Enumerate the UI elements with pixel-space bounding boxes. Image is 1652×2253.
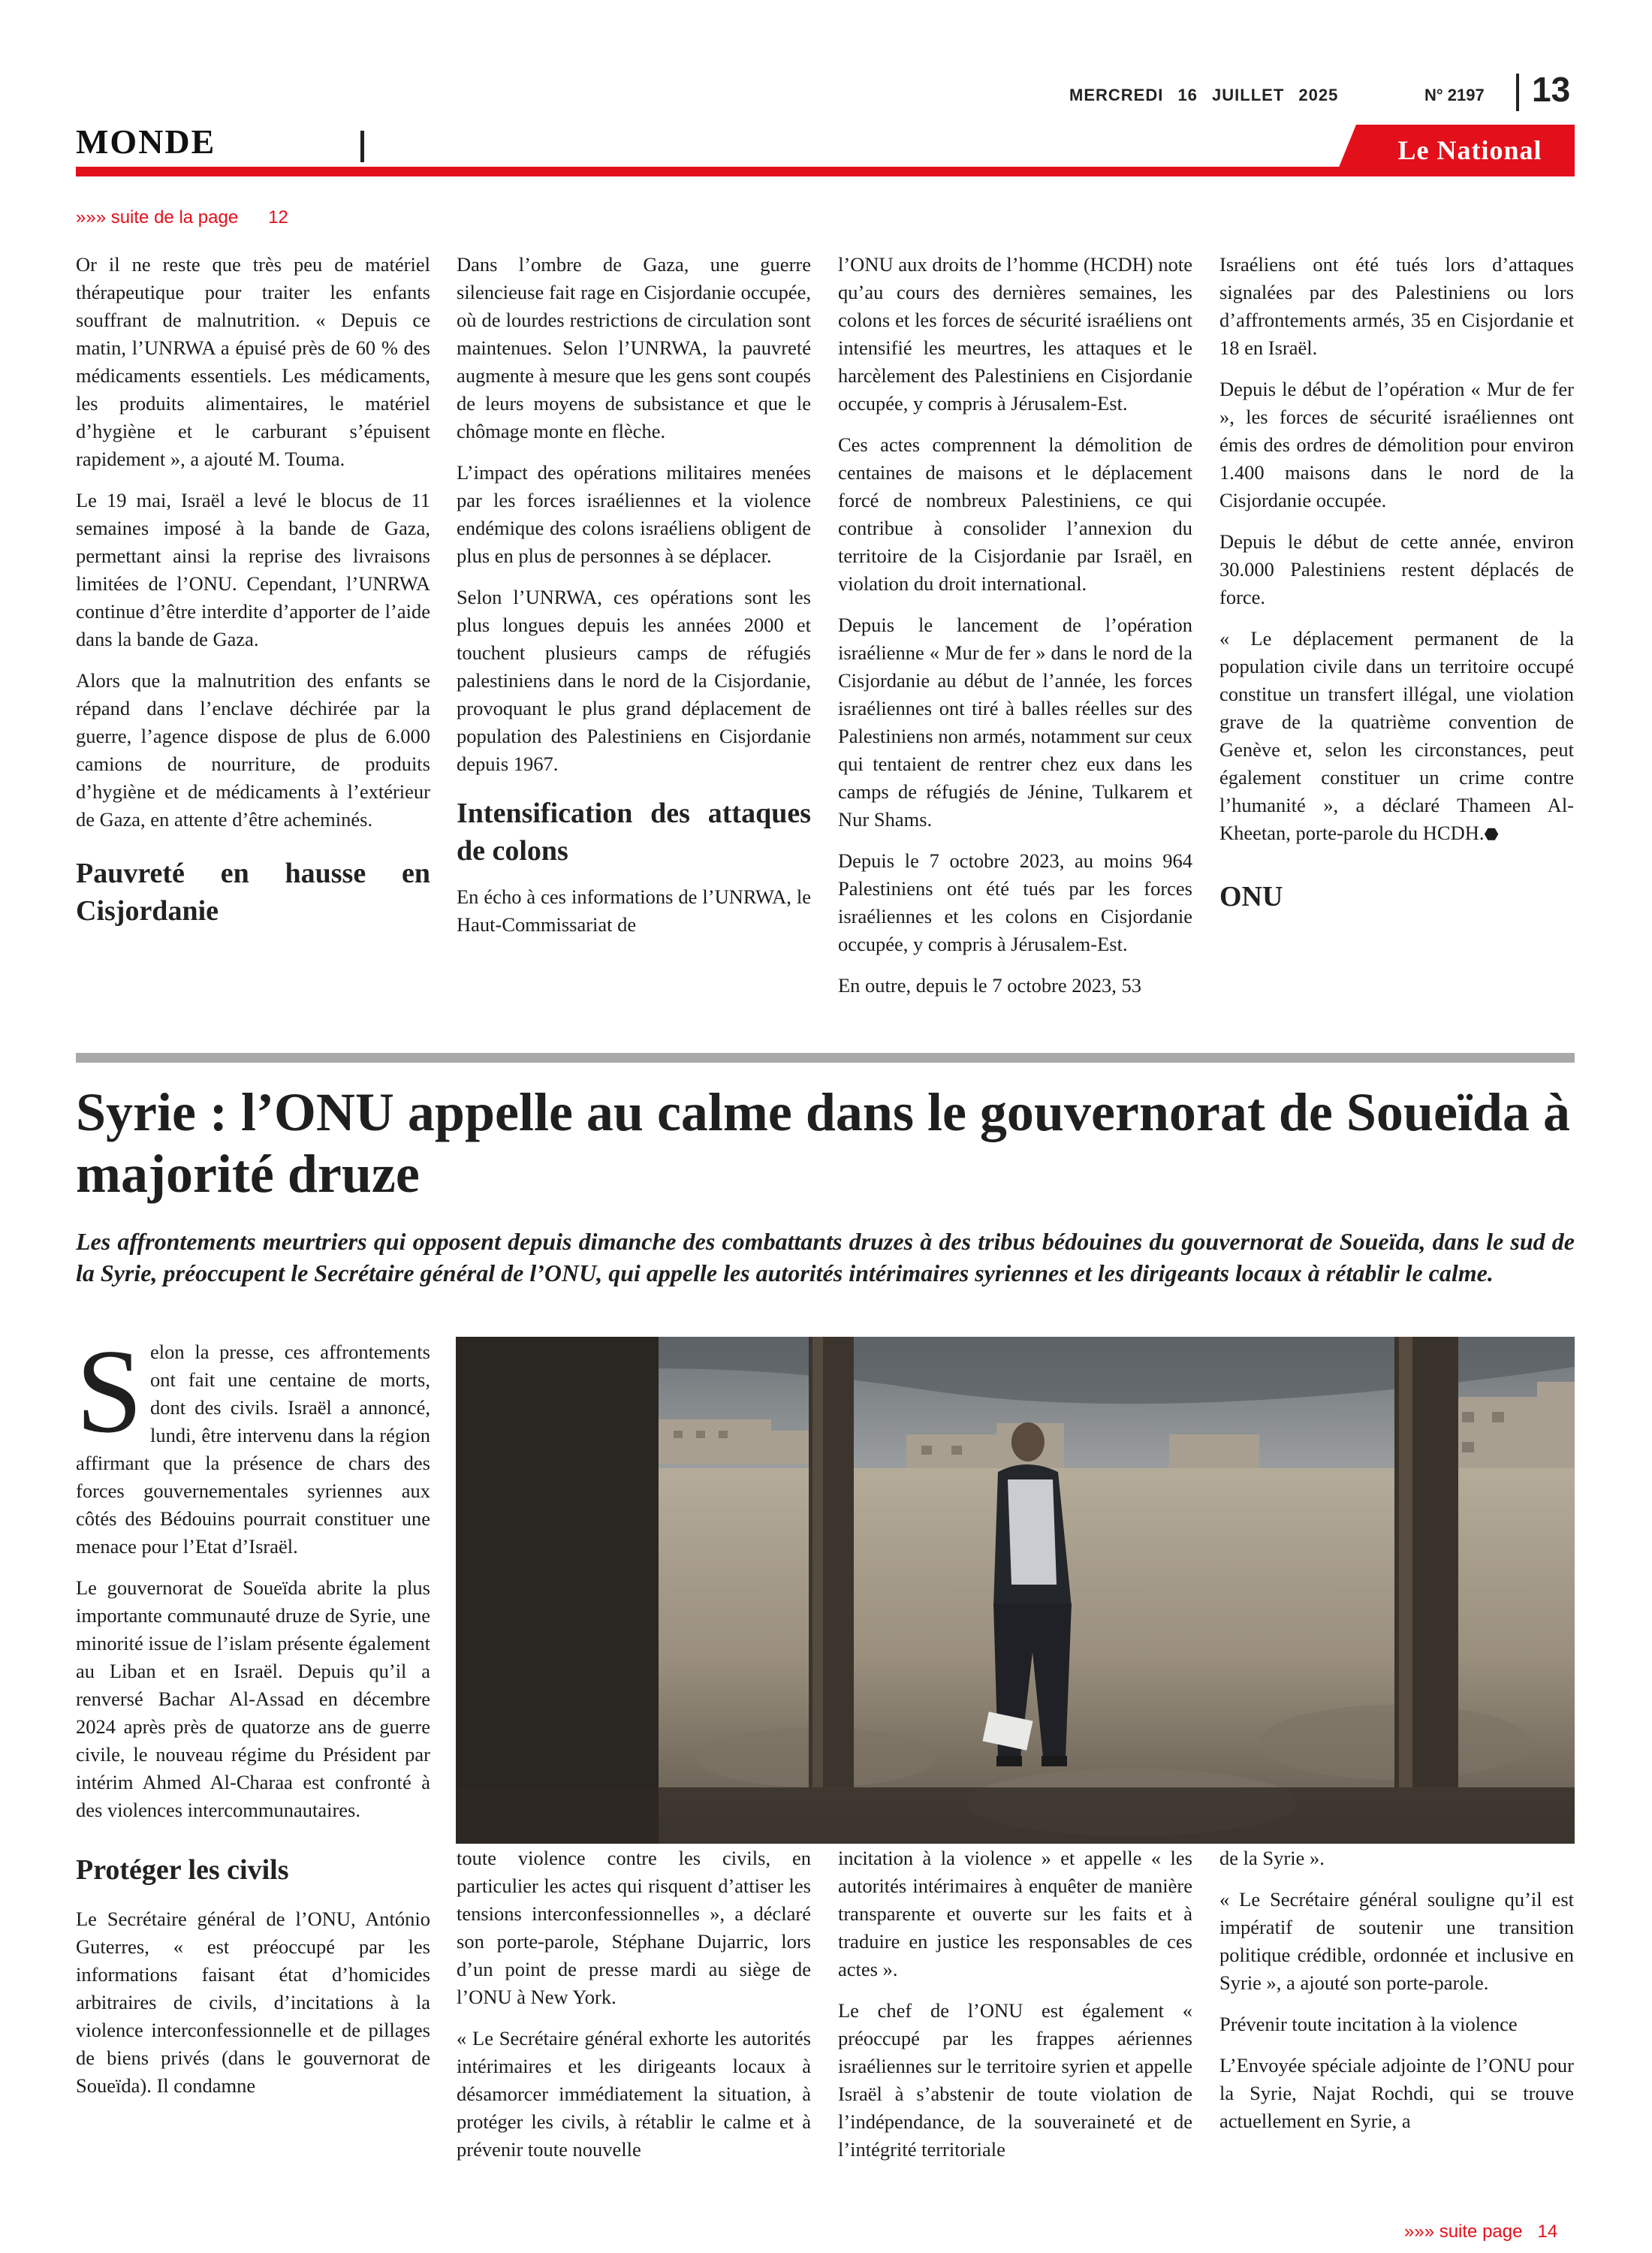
- paragraph-text: « Le déplacement permanent de la population civile dans un territoire occupé constitue un transfert illégal, une violation grave de la quatrième convention de Genève et, selon les circonstances, peut également constituer un crime contre l’humanité », a déclaré Thameen Al-Kheetan, porte-parole du HCDH.: [1219, 627, 1574, 844]
- end-mark-icon: ⬣: [1484, 825, 1499, 843]
- continued-from: [76, 207, 288, 228]
- top-article-column-4: [1219, 251, 1574, 915]
- paragraph: incitation à la violence » et appelle « les autorités intérimaires à enquêter de manière transparente et ouverte sur les faits et à traduire en justice les responsables de ces actes ».: [838, 1847, 1192, 1980]
- main-article-column-4: [1219, 1844, 1574, 2149]
- continued-label: »»» suite page: [1404, 2221, 1523, 2242]
- paragraph: Depuis le 7 octobre 2023, au moins 964 Palestiniens ont été tués par les forces israéliennes et les colons en Cisjordanie occupée, y compris à Jérusalem-Est.: [838, 849, 1192, 955]
- brand-logo: Le National: [1397, 135, 1542, 165]
- issue-date: MERCREDI 16 JUILLET 2025: [1069, 86, 1339, 104]
- paragraph: L’Envoyée spéciale adjointe de l’ONU pour la Syrie, Najat Rochdi, qui se trouve actuellement en Syrie, a: [1219, 2054, 1574, 2132]
- main-article-column-3: [838, 1844, 1192, 2177]
- top-article-column-2: [457, 251, 811, 952]
- article-photo: [456, 1337, 1575, 1844]
- paragraph: « Le Secrétaire général exhorte les autorités intérimaires et les dirigeants locaux à désamorcer immédiatement la situation, à protéger les civils, à rétablir le calme et à prévenir toute nouvelle: [457, 2027, 811, 2161]
- section-title: MONDE: [76, 122, 216, 161]
- paragraph: Alors que la malnutrition des enfants se répand dans l’enclave déchirée par la guerre, l’agence dispose de plus de 6.000 camions de nourriture, de produits d’hygiène et de médicaments à l’extérieur de Gaza, en attente d’être acheminés.: [76, 669, 430, 831]
- subheading: Pauvreté en hausse en Cisjordanie: [76, 858, 430, 927]
- continued-label: »»» suite de la page: [76, 207, 239, 228]
- top-article-column-1: [76, 251, 430, 930]
- top-article-column-3: [838, 251, 1192, 1013]
- paragraph: Ces actes comprennent la démolition de centaines de maisons et le déplacement forcé de nombreux Palestiniens, ce qui contribue à consolider l’annexion du territoire de la Cisjordanie par Israël, en violation du droit international.: [838, 433, 1192, 595]
- issue-number: N° 2197: [1424, 86, 1485, 104]
- paragraph: de la Syrie ».: [1219, 1847, 1325, 1869]
- continued-on: [1404, 2221, 1557, 2242]
- drop-cap: S: [76, 1324, 143, 1458]
- paragraph: Le Secrétaire général de l’ONU, António Guterres, « est préoccupé par les informations faisant état d’homicides arbitraires de civils, d’incitations à la violence interconfessionnelle et de pillages de biens privés (dans le gouvernorat de Soueïda). Il condamne: [76, 1908, 430, 2097]
- paragraph: [76, 1324, 430, 1561]
- continued-page: 14: [1537, 2221, 1558, 2242]
- paragraph: Selon l’UNRWA, ces opérations sont les plus longues depuis les années 2000 et touchent plusieurs camps de réfugiés palestiniens dans le nord de la Cisjordanie, provoquant le plus grand déplacement de population des Palestiniens en Cisjordanie depuis 1967.: [457, 586, 811, 775]
- paragraph: Israéliens ont été tués lors d’attaques signalées par des Palestiniens ou lors d’affrontements armés, 35 en Cisjordanie et 18 en Israël.: [1219, 253, 1574, 359]
- article-separator: [76, 1053, 1575, 1063]
- main-article-column-1: [76, 1324, 430, 2113]
- subheading: Intensification des attaques de colons: [457, 798, 811, 867]
- section-divider: [360, 131, 364, 162]
- paragraph: l’ONU aux droits de l’homme (HCDH) note qu’au cours des dernières semaines, les colons et les forces de sécurité israéliens ont intensifié les meurtres, les attaques et le harcèlement des Palestiniens en Cisjordanie occupée, y compris à Jérusalem-Est.: [838, 253, 1192, 415]
- paragraph: Depuis le début de cette année, environ 30.000 Palestiniens restent déplacés de force.: [1219, 530, 1574, 608]
- paragraph: Le chef de l’ONU est également « préoccupé par les frappes aériennes israéliennes sur le territoire syrien et appelle Israël à s’abstenir de toute violation de l’indépendance, de la souveraineté et de l’intégrité territoriale: [838, 1999, 1192, 2161]
- page-number: 13: [1532, 70, 1571, 109]
- paragraph: Prévenir toute incitation à la violence: [1219, 2013, 1518, 2035]
- paragraph: « Le Secrétaire général souligne qu’il est impératif de soutenir une transition politique crédible, ordonnée et inclusive en Syrie », a ajouté son porte-parole.: [1219, 1888, 1574, 1994]
- main-article-column-2: [457, 1844, 811, 2177]
- paragraph: L’impact des opérations militaires menées par les forces israéliennes et la violence endémique des colons israéliens obligent de plus en plus de personnes à se déplacer.: [457, 461, 811, 567]
- paragraph: Depuis le début de l’opération « Mur de fer », les forces de sécurité israéliennes ont émis des ordres de démolition pour environ 1.400 maisons dans le nord de la Cisjordanie occupée.: [1219, 378, 1574, 511]
- paragraph-text: elon la presse, ces affrontements ont fait une centaine de morts, dont des civils. Israël a annoncé, lundi, être intervenu dans la région affirmant que la présence de chars des forces gouvernementales syriennes aux côtés des Bédouins pourrait constituer une menace pour l’Etat d’Israël.: [76, 1341, 430, 1558]
- paragraph: Or il ne reste que très peu de matériel thérapeutique pour traiter les enfants souffrant de malnutrition. « Depuis ce matin, l’UNRWA a épuisé près de 60 % des médicaments essentiels. Les médicaments, les produits alimentaires, le matériel d’hygiène et le carburant s’épuisent rapidement », a ajouté M. Touma.: [76, 253, 430, 470]
- paragraph: En écho à ces informations de l’UNRWA, le Haut-Commissariat de: [457, 885, 811, 936]
- headline: Syrie : l’ONU appelle au calme dans le gouvernorat de Soueïda à majorité druze: [76, 1082, 1570, 1204]
- paragraph: Le gouvernorat de Soueïda abrite la plus importante communauté druze de Syrie, une minorité issue de l’islam présente également au Liban et en Israël. Depuis qu’il a renversé Bachar Al-Assad en décembre 2024 après près de quatorze ans de guerre civile, le nouveau régime du Président par intérim Ahmed Al-Charaa est confronté à des violences intercommunautaires.: [76, 1576, 430, 1821]
- paragraph: Le 19 mai, Israël a levé le blocus de 11 semaines imposé à la bande de Gaza, permettant ainsi la reprise des livraisons limitées de l’ONU. Cependant, l’UNRWA continue d’être interdite d’apporter de l’aide dans la bande de Gaza.: [76, 489, 430, 650]
- paragraph: [1219, 625, 1574, 848]
- subheading: Protéger les civils: [76, 1854, 289, 1886]
- paragraph: toute violence contre les civils, en particulier les actes qui risquent d’attiser les tensions interconfessionnelles », a déclaré son porte-parole, Stéphane Dujarric, lors d’un point de presse mardi au siège de l’ONU à New York.: [457, 1847, 811, 2008]
- paragraph: Dans l’ombre de Gaza, une guerre silencieuse fait rage en Cisjordanie occupée, où de lourdes restrictions de circulation sont maintenues. Selon l’UNRWA, la pauvreté augmente à mesure que les gens sont coupés de leurs moyens de subsistance et que le chômage monte en flèche.: [457, 253, 811, 442]
- article-signature: ONU: [1219, 881, 1283, 912]
- paragraph: Depuis le lancement de l’opération israélienne « Mur de fer » dans le nord de la Cisjordanie au début de l’année, les forces israéliennes ont tiré à balles réelles sur des Palestiniens non armés, notamment sur ceux qui tentaient de rentrer chez eux dans les camps de réfugiés de Jénine, Tulkarem et Nur Shams.: [838, 614, 1192, 831]
- article-deck: Les affrontements meurtriers qui opposent depuis dimanche des combattants druzes à des tribus bédouines du gouvernorat de Soueïda, dans le sud de la Syrie, préoccupent le Secrétaire général de l’ONU, qui appelle les autorités intérimaires syriennes et les dirigeants locaux à rétablir le calme.: [76, 1228, 1575, 1286]
- continued-page: 12: [268, 207, 288, 228]
- header-divider: [1516, 74, 1519, 111]
- paragraph: En outre, depuis le 7 octobre 2023, 53: [838, 974, 1142, 997]
